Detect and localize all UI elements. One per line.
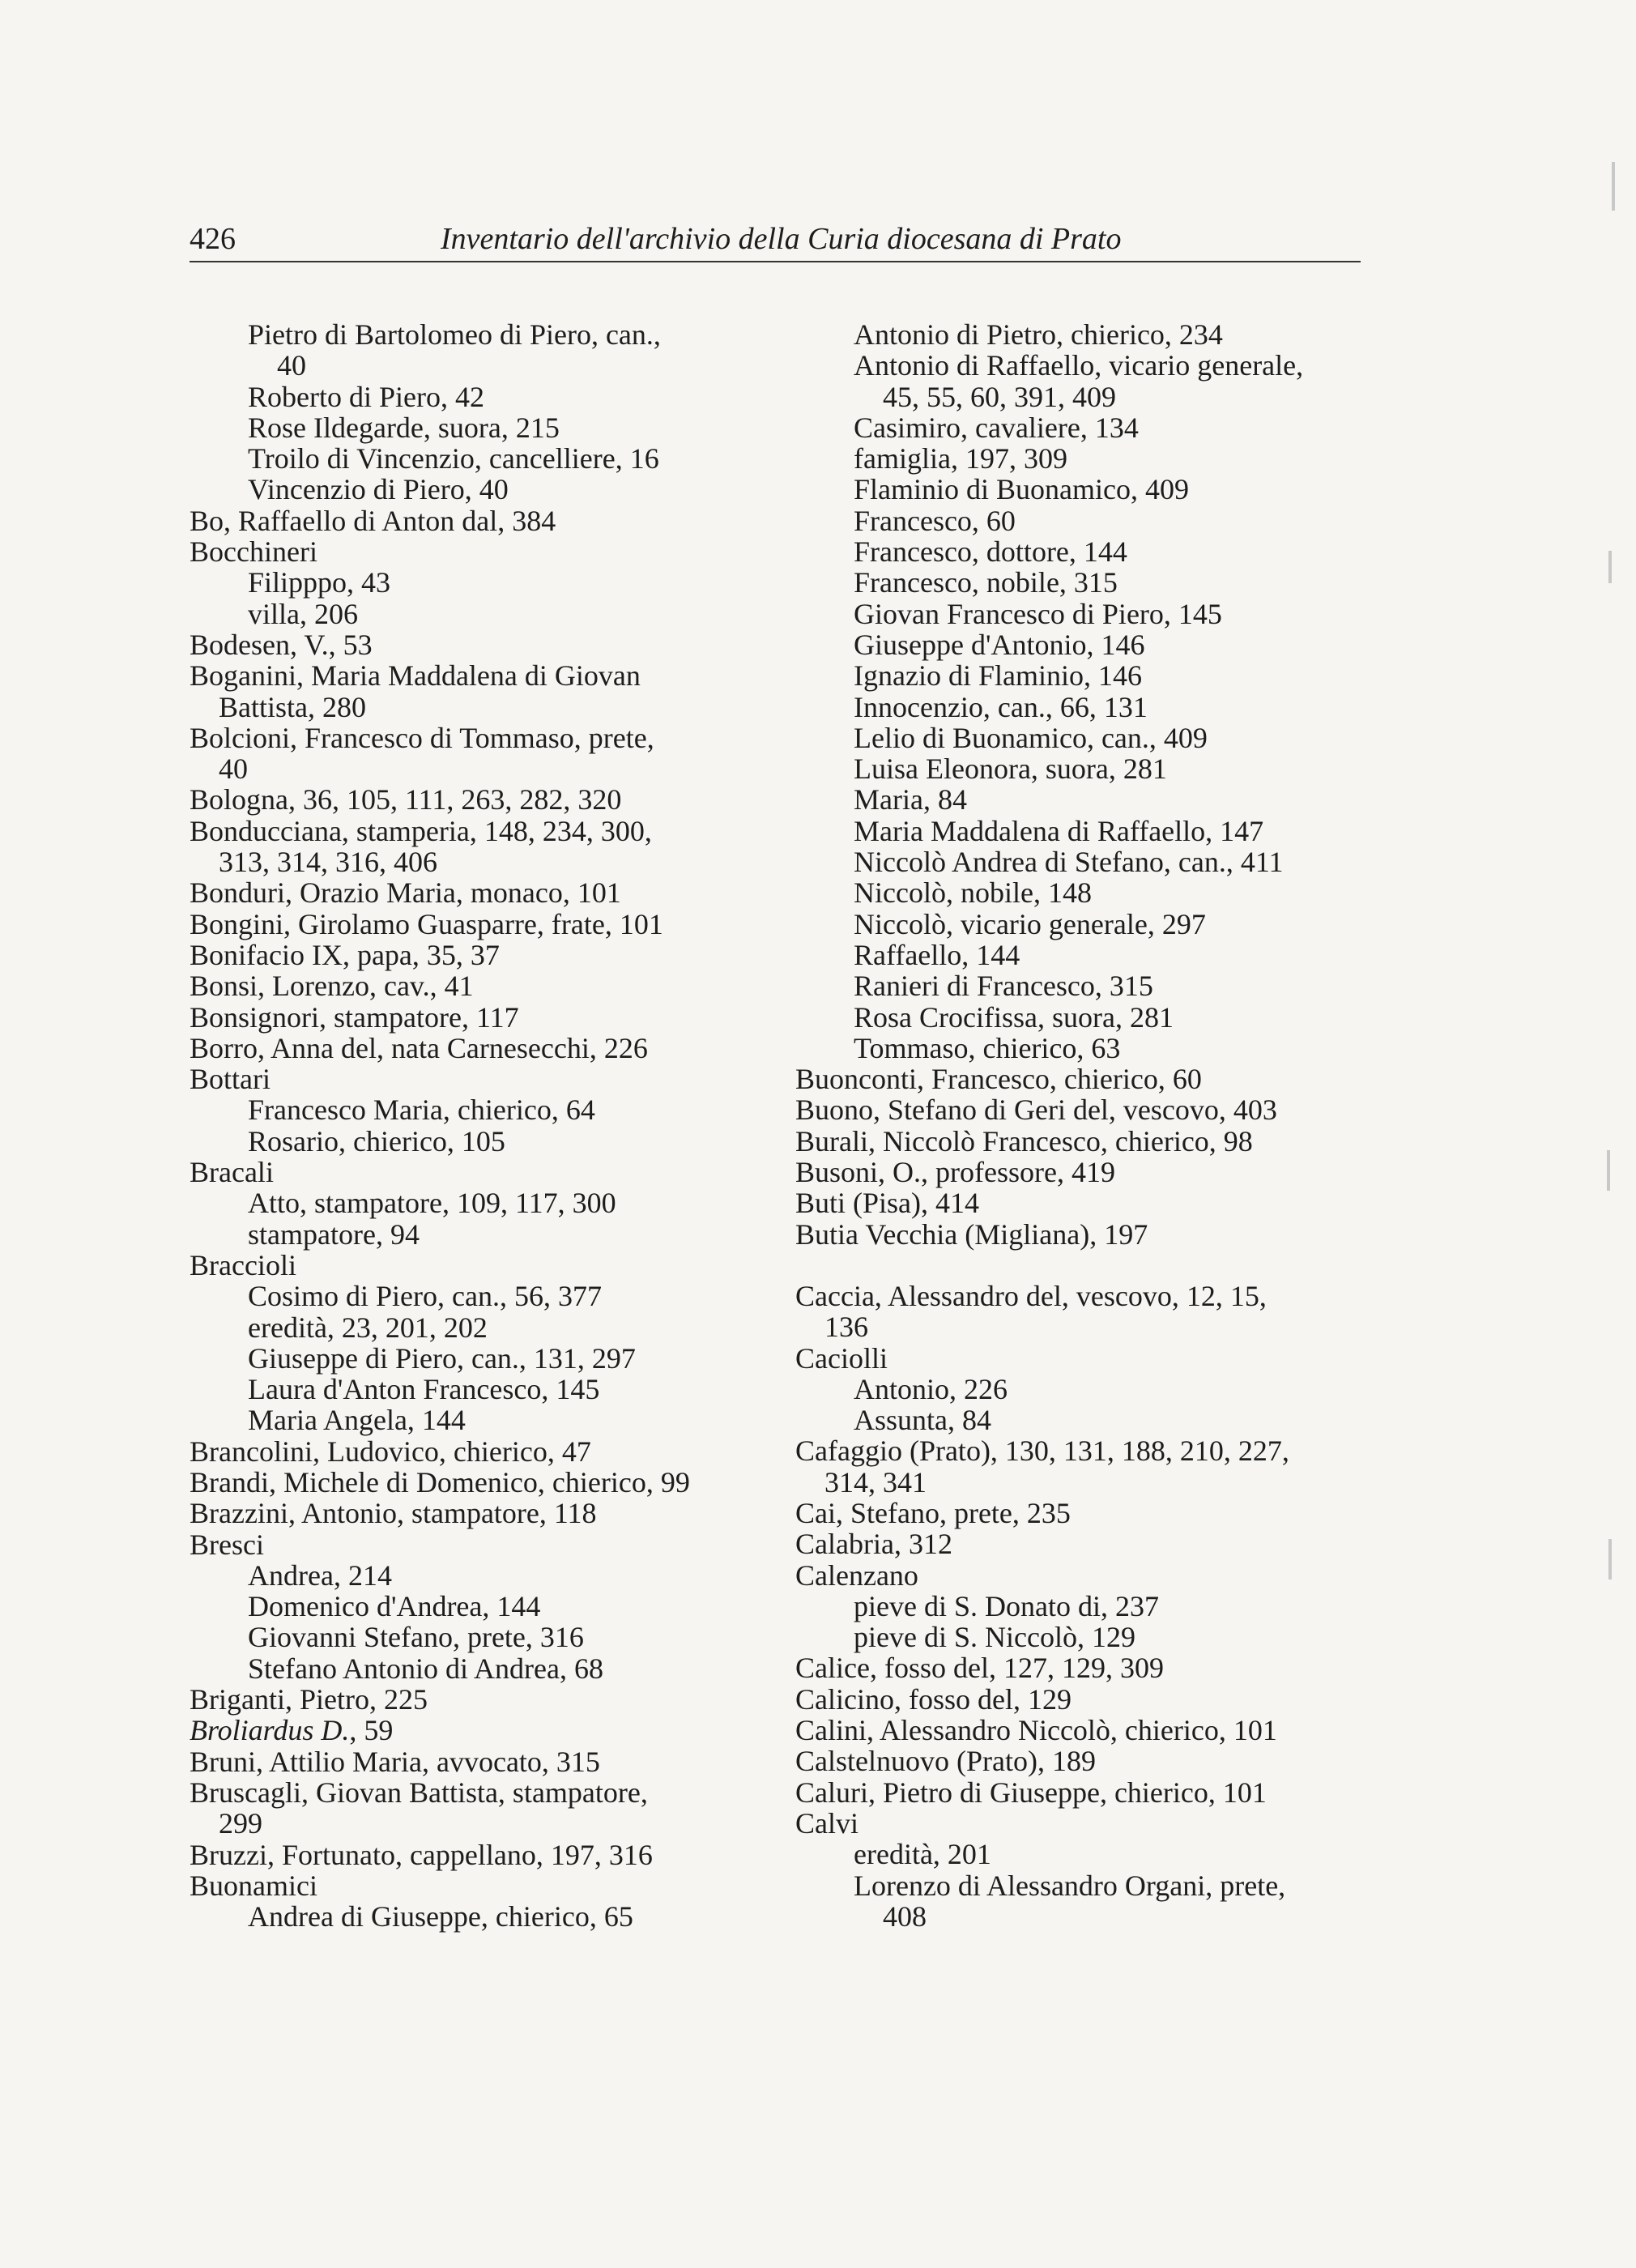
running-title: Inventario dell'archivio della Curia diocesana di Prato (441, 222, 1122, 256)
index-entry: Buti (Pisa), 414 (795, 1187, 980, 1220)
page-edge-mark (1607, 1150, 1610, 1191)
index-subentry: Cosimo di Piero, can., 56, 377 (248, 1280, 602, 1313)
index-subentry: Andrea, 214 (248, 1558, 392, 1592)
index-subentry: Maria, 84 (854, 783, 967, 816)
index-entry: Bruni, Attilio Maria, avvocato, 315 (190, 1745, 600, 1778)
index-entry: Battista, 280 (219, 690, 366, 723)
index-entry: Calvi (795, 1806, 858, 1840)
index-subentry: Niccolò, vicario generale, 297 (854, 907, 1206, 940)
index-entry: Calicino, fosso del, 129 (795, 1682, 1071, 1716)
index-entry: Borro, Anna del, nata Carnesecchi, 226 (190, 1031, 648, 1064)
page-header (190, 220, 1361, 262)
index-subentry: 408 (883, 1899, 927, 1933)
index-subentry: Stefano Antonio di Andrea, 68 (248, 1652, 603, 1685)
page-refs: , 59 (349, 1714, 394, 1747)
index-subentry: 45, 55, 60, 391, 409 (883, 380, 1116, 413)
index-entry: Cai, Stefano, prete, 235 (795, 1496, 1071, 1529)
index-entry: Bocchineri (190, 535, 317, 569)
index-subentry: eredità, 201 (854, 1838, 991, 1871)
index-subentry: 40 (277, 349, 306, 382)
index-subentry: Domenico d'Andrea, 144 (248, 1590, 541, 1623)
index-subentry: Niccolò, nobile, 148 (854, 876, 1092, 910)
index-subentry: Rose Ildegarde, suora, 215 (248, 411, 560, 444)
index-subentry: Filipppo, 43 (248, 566, 391, 599)
index-subentry: Ranieri di Francesco, 315 (854, 970, 1153, 1003)
index-entry: Bonifacio IX, papa, 35, 37 (190, 938, 500, 971)
index-entry: Bracali (190, 1156, 274, 1189)
index-entry: Caciolli (795, 1341, 888, 1375)
index-entry: Buonamici (190, 1869, 317, 1902)
index-subentry: Lelio di Buonamico, can., 409 (854, 721, 1208, 754)
index-entry: Brancolini, Ludovico, chierico, 47 (190, 1435, 591, 1468)
index-entry: Cafaggio (Prato), 130, 131, 188, 210, 227, (795, 1435, 1289, 1468)
index-entry: Brazzini, Antonio, stampatore, 118 (190, 1497, 597, 1530)
index-entry: Calice, fosso del, 127, 129, 309 (795, 1652, 1164, 1685)
index-entry: Bonduri, Orazio Maria, monaco, 101 (190, 876, 621, 910)
index-entry: 314, 341 (824, 1465, 927, 1498)
index-entry: Bottari (190, 1063, 271, 1096)
index-entry: Calenzano (795, 1558, 918, 1592)
index-entry: 136 (824, 1311, 868, 1344)
index-entry: Burali, Niccolò Francesco, chierico, 98 (795, 1124, 1253, 1157)
index-subentry: Innocenzio, can., 66, 131 (854, 690, 1148, 723)
italic-term: Broliardus D. (190, 1714, 350, 1747)
index-subentry: pieve di S. Niccolò, 129 (854, 1621, 1135, 1654)
index-subentry: Andrea di Giuseppe, chierico, 65 (248, 1900, 633, 1933)
index-subentry: Rosa Crocifissa, suora, 281 (854, 1000, 1174, 1034)
index-entry: Buonconti, Francesco, chierico, 60 (795, 1063, 1202, 1096)
index-subentry: Antonio di Pietro, chierico, 234 (854, 318, 1223, 351)
index-entry (190, 1715, 773, 1746)
index-subentry: Francesco Maria, chierico, 64 (248, 1094, 595, 1127)
index-entry: Bolcioni, Francesco di Tommaso, prete, (190, 721, 654, 754)
index-subentry: Casimiro, cavaliere, 134 (854, 411, 1139, 444)
index-entry: Briganti, Pietro, 225 (190, 1683, 428, 1716)
index-entry: Busoni, O., professore, 419 (795, 1156, 1115, 1189)
index-entry: Calabria, 312 (795, 1528, 952, 1561)
index-subentry: Antonio di Raffaello, vicario generale, (854, 349, 1304, 382)
index-subentry: Maria Maddalena di Raffaello, 147 (854, 814, 1264, 847)
index-subentry: Francesco, 60 (854, 504, 1016, 537)
index-subentry: Atto, stampatore, 109, 117, 300 (248, 1187, 616, 1220)
index-subentry: Ignazio di Flaminio, 146 (854, 659, 1142, 693)
index-subentry: Antonio, 226 (854, 1372, 1008, 1405)
index-subentry: Troilo di Vincenzio, cancelliere, 16 (248, 442, 659, 475)
index-subentry: Niccolò Andrea di Stefano, can., 411 (854, 846, 1284, 879)
index-entry: Caluri, Pietro di Giuseppe, chierico, 101 (795, 1776, 1267, 1809)
page-number: 426 (190, 222, 236, 256)
index-entry: Bologna, 36, 105, 111, 263, 282, 320 (190, 783, 622, 816)
index-subentry: Giovan Francesco di Piero, 145 (854, 597, 1222, 630)
index-entry: Buono, Stefano di Geri del, vescovo, 403 (795, 1094, 1277, 1127)
index-entry: 299 (219, 1807, 262, 1840)
index-subentry: famiglia, 197, 309 (854, 442, 1067, 475)
index-subentry: eredità, 23, 201, 202 (248, 1311, 488, 1344)
page-edge-mark (1608, 1539, 1612, 1580)
index-entry: Caccia, Alessandro del, vescovo, 12, 15, (795, 1279, 1267, 1312)
index-entry: Bruzzi, Fortunato, cappellano, 197, 316 (190, 1838, 653, 1871)
index-column-right (795, 319, 1378, 1932)
index-entry: Bonsignori, stampatore, 117 (190, 1000, 519, 1034)
page-edge-mark (1612, 162, 1615, 211)
index-subentry: villa, 206 (248, 597, 358, 630)
index-subentry: Francesco, dottore, 144 (854, 535, 1127, 569)
index-subentry: Maria Angela, 144 (248, 1404, 466, 1437)
index-subentry: stampatore, 94 (248, 1217, 420, 1251)
index-entry: Calini, Alessandro Niccolò, chierico, 101 (795, 1714, 1277, 1747)
index-entry: Brandi, Michele di Domenico, chierico, 99 (190, 1465, 690, 1498)
index-entry: Bresci (190, 1528, 264, 1561)
index-subentry: Raffaello, 144 (854, 938, 1020, 971)
index-entry: 313, 314, 316, 406 (219, 846, 437, 879)
index-entry: Bonsi, Lorenzo, cav., 41 (190, 970, 474, 1003)
index-subentry: Vincenzio di Piero, 40 (248, 473, 509, 506)
index-column-left (190, 319, 773, 1932)
index-subentry: Pietro di Bartolomeo di Piero, can., (248, 318, 661, 351)
index-entry: Butia Vecchia (Migliana), 197 (795, 1217, 1148, 1251)
index-subentry: Roberto di Piero, 42 (248, 380, 484, 413)
page-edge-mark (1608, 551, 1612, 583)
index-entry: Calstelnuovo (Prato), 189 (795, 1745, 1096, 1778)
index-entry: Bongini, Girolamo Guasparre, frate, 101 (190, 907, 663, 940)
index-subentry: Francesco, nobile, 315 (854, 566, 1118, 599)
index-entry: Bonducciana, stamperia, 148, 234, 300, (190, 814, 652, 847)
index-subentry: Giuseppe d'Antonio, 146 (854, 628, 1145, 661)
index-subentry: Tommaso, chierico, 63 (854, 1031, 1121, 1064)
index-entry: 40 (219, 752, 248, 786)
index-subentry: Giuseppe di Piero, can., 131, 297 (248, 1341, 636, 1375)
index-entry: Bo, Raffaello di Anton dal, 384 (190, 504, 556, 537)
index-subentry: Giovanni Stefano, prete, 316 (248, 1621, 584, 1654)
index-subentry: Assunta, 84 (854, 1404, 991, 1437)
index-entry: Bruscagli, Giovan Battista, stampatore, (190, 1776, 648, 1809)
index-subentry: Laura d'Anton Francesco, 145 (248, 1373, 600, 1406)
index-subentry: Luisa Eleonora, suora, 281 (854, 752, 1167, 786)
index-entry: Boganini, Maria Maddalena di Giovan (190, 659, 641, 693)
index-entry: Braccioli (190, 1248, 296, 1281)
section-gap (795, 1250, 1378, 1281)
index-subentry: pieve di S. Donato di, 237 (854, 1589, 1159, 1622)
index-subentry: Rosario, chierico, 105 (248, 1124, 505, 1157)
index-subentry: Lorenzo di Alessandro Organi, prete, (854, 1869, 1286, 1902)
index-entry: Bodesen, V., 53 (190, 628, 373, 661)
index-subentry: Flaminio di Buonamico, 409 (854, 473, 1189, 506)
